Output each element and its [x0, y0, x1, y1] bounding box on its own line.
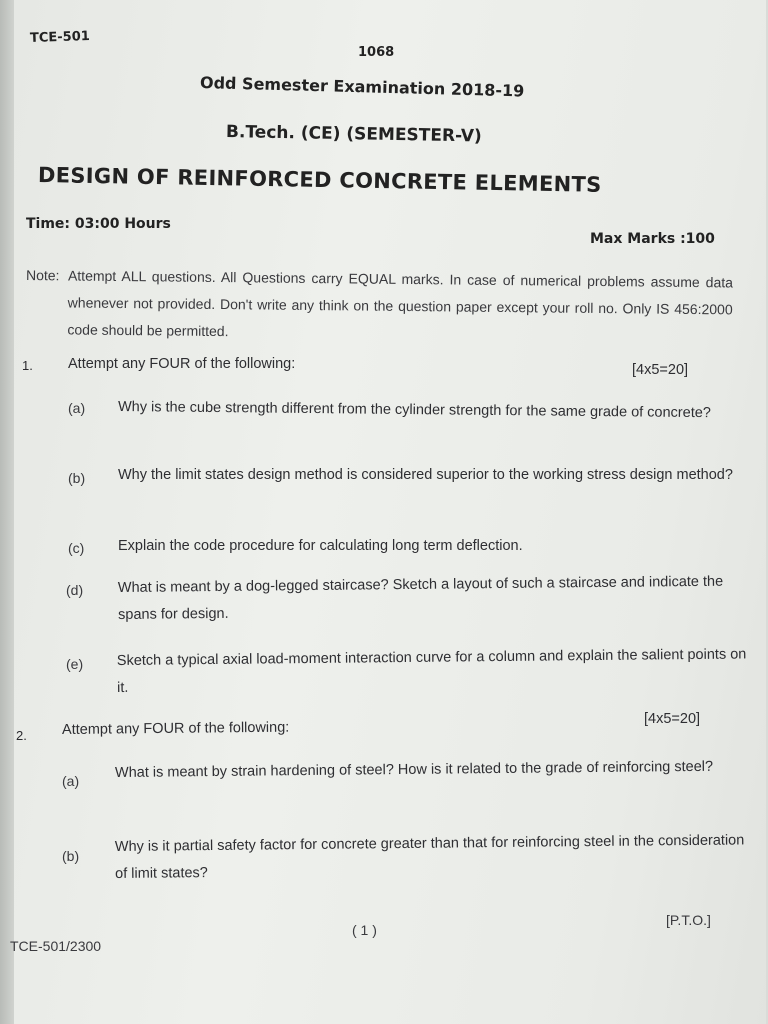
max-marks: Max Marks :100	[590, 231, 715, 247]
question-2-number: 2.	[16, 728, 27, 743]
q1-part-e-text: Sketch a typical axial load-moment interaction curve for a column and explain the salient points on it.	[116, 646, 747, 696]
page-shadow	[0, 0, 14, 1024]
q1-part-d-text: What is meant by a dog-legged staircase? Sketch a layout of such a staircase and indicate the spans for design.	[117, 573, 724, 623]
q1-part-b-label: (b)	[68, 470, 86, 486]
course-text: B.Tech. (CE) (SEMESTER-V)	[225, 122, 482, 147]
q1-part-d-label: (d)	[66, 582, 84, 598]
q1-part-c-label: (c)	[68, 540, 85, 556]
note-label: Note:	[25, 267, 60, 284]
q1-part-a-text: Why is the cube strength different from the cylinder strength for the same grade of concrete?	[117, 399, 711, 422]
page-number: ( 1 )	[352, 922, 377, 938]
exam-heading: Odd Semester Examination 2018-19	[199, 73, 525, 101]
q2-part-b-label: (b)	[62, 848, 80, 864]
question-2-instruction: Attempt any FOUR of the following:	[61, 719, 290, 738]
q1-part-b-text: Why the limit states design method is considered superior to the working stress design method?	[118, 467, 733, 483]
question-2-marks: [4x5=20]	[644, 711, 701, 727]
q1-part-a-label: (a)	[68, 400, 86, 416]
q1-part-c-text: Explain the code procedure for calculating long term deflection.	[118, 538, 523, 554]
footer-code: TCE-501/2300	[10, 938, 102, 954]
q2-part-a-text: What is meant by strain hardening of steel? How is it related to the grade of reinforcing steel?	[114, 758, 714, 781]
q1-part-e-label: (e)	[66, 656, 84, 672]
question-1-instruction: Attempt any FOUR of the following:	[68, 356, 296, 372]
q2-part-a-label: (a)	[62, 773, 80, 789]
paper-code: TCE-501	[29, 28, 91, 47]
pto-marker: [P.T.O.]	[666, 912, 711, 928]
question-1-marks: [4x5=20]	[632, 362, 689, 378]
note-text: Attempt ALL questions. All Questions carry EQUAL marks. In case of numerical problems assume data whenever not provided. Don't write any think on the question paper except your roll no. Only IS 456:2000 code should be permitted.	[67, 267, 734, 340]
subject-title: DESIGN OF REINFORCED CONCRETE ELEMENTS	[37, 163, 602, 197]
q2-part-b-text: Why is it partial safety factor for concrete greater than that for reinforcing steel in the consideration of limit states?	[114, 832, 745, 882]
serial-number: 1068	[358, 45, 395, 60]
time-allowed: Time: 03:00 Hours	[26, 216, 171, 232]
question-1-number: 1.	[22, 358, 33, 373]
